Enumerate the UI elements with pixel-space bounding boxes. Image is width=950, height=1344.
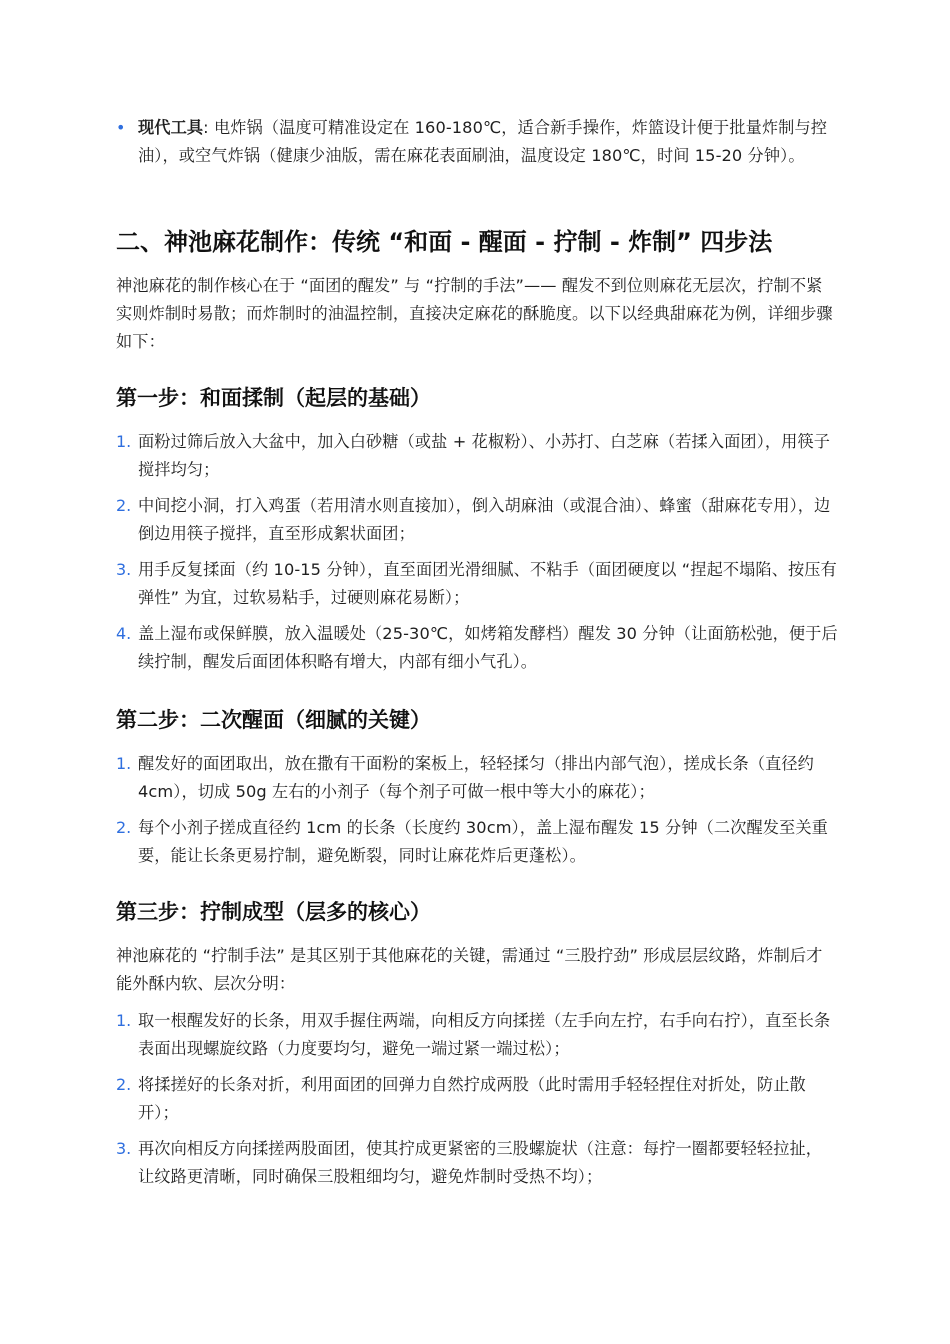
list-item [116, 750, 838, 806]
bullet-label: 现代工具 [138, 118, 204, 137]
step2-list [116, 750, 838, 878]
list-text: 醒发好的面团取出，放在撒有干面粉的案板上，轻轻揉匀（排出内部气泡），搓成长条（直径约 4cm），切成 50g 左右的小剂子（每个剂子可做一根中等大小的麻花）； [138, 754, 814, 801]
list-item [116, 620, 838, 676]
bullet-text: : 电炸锅（温度可精准设定在 160-180℃，适合新手操作，炸篮设计便于批量炸制与控油），或空气炸锅（健康少油版，需在麻花表面刷油，温度设定 180℃，时间 15-20 分钟）。 [138, 118, 828, 165]
list-number: 2. [116, 496, 132, 515]
list-number: 1. [116, 1011, 132, 1030]
list-text: 再次向相反方向揉搓两股面团，使其拧成更紧密的三股螺旋状（注意：每拧一圈都要轻轻拉扯，让纹路更清晰，同时确保三股粗细均匀，避免炸制时受热不均）； [138, 1139, 823, 1186]
list-number: 3. [116, 560, 132, 579]
list-item [116, 1007, 838, 1063]
list-text: 面粉过筛后放入大盆中，加入白砂糖（或盐 + 花椒粉）、小苏打、白芝麻（若揉入面团），用筷子搅拌均匀； [138, 432, 831, 479]
step3-heading: 第三步：拧制成型（层多的核心） [116, 900, 431, 924]
section2-intro: 神池麻花的制作核心在于 “面团的醒发” 与 “拧制的手法”—— 醒发不到位则麻花无层次，拧制不紧实则炸制时易散；而炸制时的油温控制，直接决定麻花的酥脆度。以下以经典甜麻花为例，详细步骤如下： [116, 276, 833, 351]
list-text: 每个小剂子搓成直径约 1cm 的长条（长度约 30cm），盖上湿布醒发 15 分钟（二次醒发至关重要，能让长条更易拧制，避免断裂，同时让麻花炸后更蓬松）。 [138, 818, 828, 865]
list-number: 4. [116, 624, 132, 643]
bullet-modern-tools [116, 114, 838, 170]
list-item [116, 556, 838, 612]
step1-list [116, 428, 838, 684]
step2-heading: 第二步：二次醒面（细腻的关键） [116, 708, 431, 732]
step1-heading: 第一步：和面揉制（起层的基础） [116, 386, 431, 410]
list-text: 取一根醒发好的长条，用双手握住两端，向相反方向揉搓（左手向左拧，右手向右拧），直至长条表面出现螺旋纹路（力度要均匀，避免一端过紧一端过松）； [138, 1011, 831, 1058]
list-number: 1. [116, 754, 132, 773]
list-item [116, 814, 838, 870]
list-number: 2. [116, 1075, 132, 1094]
list-text: 中间挖小洞，打入鸡蛋（若用清水则直接加），倒入胡麻油（或混合油）、蜂蜜（甜麻花专用），边倒边用筷子搅拌，直至形成絮状面团； [138, 496, 831, 543]
section2-heading: 二、神池麻花制作：传统 “和面 - 醒面 - 拧制 - 炸制” 四步法 [116, 228, 773, 256]
list-item [116, 1071, 838, 1127]
bullet-dot-icon: • [116, 118, 126, 137]
list-text: 将揉搓好的长条对折，利用面团的回弹力自然拧成两股（此时需用手轻轻捏住对折处，防止散开）； [138, 1075, 806, 1122]
step3-intro: 神池麻花的 “拧制手法” 是其区别于其他麻花的关键，需通过 “三股拧劲” 形成层层纹路，炸制后才能外酥内软、层次分明： [116, 946, 823, 993]
list-item [116, 428, 838, 484]
list-item [116, 1135, 838, 1191]
list-number: 2. [116, 818, 132, 837]
list-number: 1. [116, 432, 132, 451]
bullet-body [138, 114, 838, 170]
list-item [116, 492, 838, 548]
list-number: 3. [116, 1139, 132, 1158]
step3-list [116, 1007, 838, 1199]
list-text: 用手反复揉面（约 10-15 分钟），直至面团光滑细腻、不粘手（面团硬度以 “捏起不塌陷、按压有弹性” 为宜，过软易粘手，过硬则麻花易断）； [138, 560, 837, 607]
list-text: 盖上湿布或保鲜膜，放入温暖处（25-30℃，如烤箱发酵档）醒发 30 分钟（让面筋松弛，便于后续拧制，醒发后面团体积略有增大，内部有细小气孔）。 [138, 624, 838, 671]
